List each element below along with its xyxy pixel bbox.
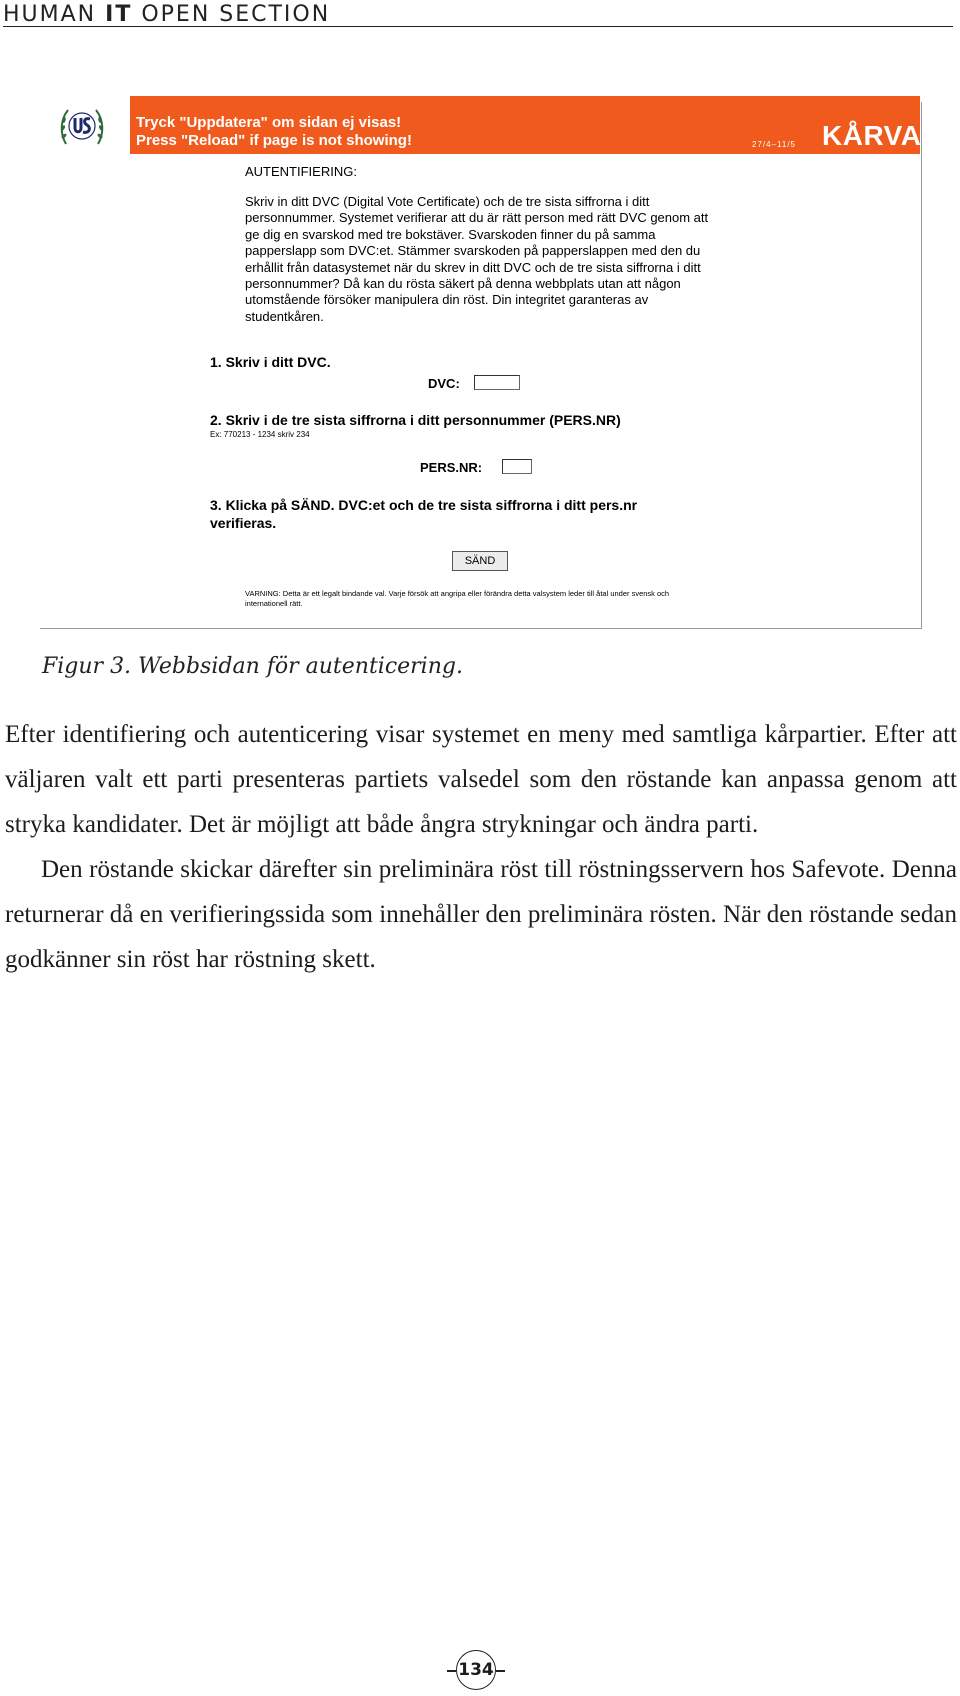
running-head: [3, 2, 953, 27]
step-2-label: 2. Skriv i de tre sista siffrorna i ditt personnummer (PERS.NR): [210, 412, 621, 428]
section-title: AUTENTIFIERING:: [245, 164, 357, 179]
page-number: 134: [456, 1650, 496, 1690]
intro-text: Skriv in ditt DVC (Digital Vote Certificate) och de tre sista siffrorna i ditt personnummer. Systemet verifierar att du är rätt person med rätt DVC genom att ge dig en svarskod med tre bokstäver. Svarskoden finner du på samma papperslapp som DVC:et. Stämmer svarskoden på papperslappen med den du erhållit från datasystemet när du skrev in ditt DVC och de tre sista siffrorna i ditt personnummer? Då kan du rösta säkert på denna webbplats utan att någon utomstående försöker manipulera din röst. Din integritet garanteras av studentkåren.: [245, 194, 709, 324]
figure-caption: Figur 3. Webbsidan för autenticering.: [42, 654, 463, 679]
pers-nr-label: PERS.NR:: [420, 460, 483, 475]
paragraph: Den röstande skickar därefter sin preliminära röst till röstningsservern hos Safevote. Denna returnerar då en verifieringssida som innehåller den preliminära rösten. När den röstande sedan godkänner sin röst har röstning skett.: [5, 856, 957, 973]
banner-reload-en: Press "Reload" if page is not showing!: [136, 132, 412, 149]
dvc-input[interactable]: [474, 375, 520, 390]
body-text: [5, 712, 957, 982]
dvc-label: DVC:: [428, 376, 460, 391]
example-hint: Ex: 770213 - 1234 skriv 234: [210, 430, 310, 439]
page-number-dash-right: [496, 1670, 505, 1672]
university-logo-icon: [58, 104, 106, 150]
running-head-prefix: HUMAN: [3, 2, 106, 27]
step-1-label: 1. Skriv i ditt DVC.: [210, 354, 331, 370]
step-3-label: [210, 496, 680, 532]
step-3-text: 3. Klicka på SÄND. DVC:et och de tre sista siffrorna i ditt pers.nr verifieras.: [210, 497, 638, 531]
banner-date: 27/4–11/5: [752, 140, 796, 149]
running-head-suffix: OPEN SECTION: [132, 2, 331, 27]
running-head-it: IT: [105, 2, 133, 27]
orange-banner: [130, 96, 940, 154]
pers-nr-input[interactable]: [502, 459, 532, 474]
brand-karval: KÅRVAL: [822, 120, 940, 151]
page-number-dash-left: [447, 1670, 456, 1672]
send-button[interactable]: SÄND: [452, 551, 508, 571]
figure-screenshot: [40, 96, 940, 629]
legal-warning: VARNING: Detta är ett legalt bindande val. Varje försök att angripa eller förändra detta valsystem leder till åtal under svensk och internationell rätt.: [245, 589, 670, 608]
paragraph: Efter identifiering och autenticering visar systemet en meny med samtliga kårpartier. Efter att väljaren valt ett parti presenteras partiets valsedel som den röstande kan anpassa genom att stryka kandidater. Det är möjligt att både ångra strykningar och ändra parti.: [5, 721, 957, 838]
screenshot-border: [921, 102, 922, 628]
banner-reload-sv: Tryck "Uppdatera" om sidan ej visas!: [136, 114, 402, 131]
